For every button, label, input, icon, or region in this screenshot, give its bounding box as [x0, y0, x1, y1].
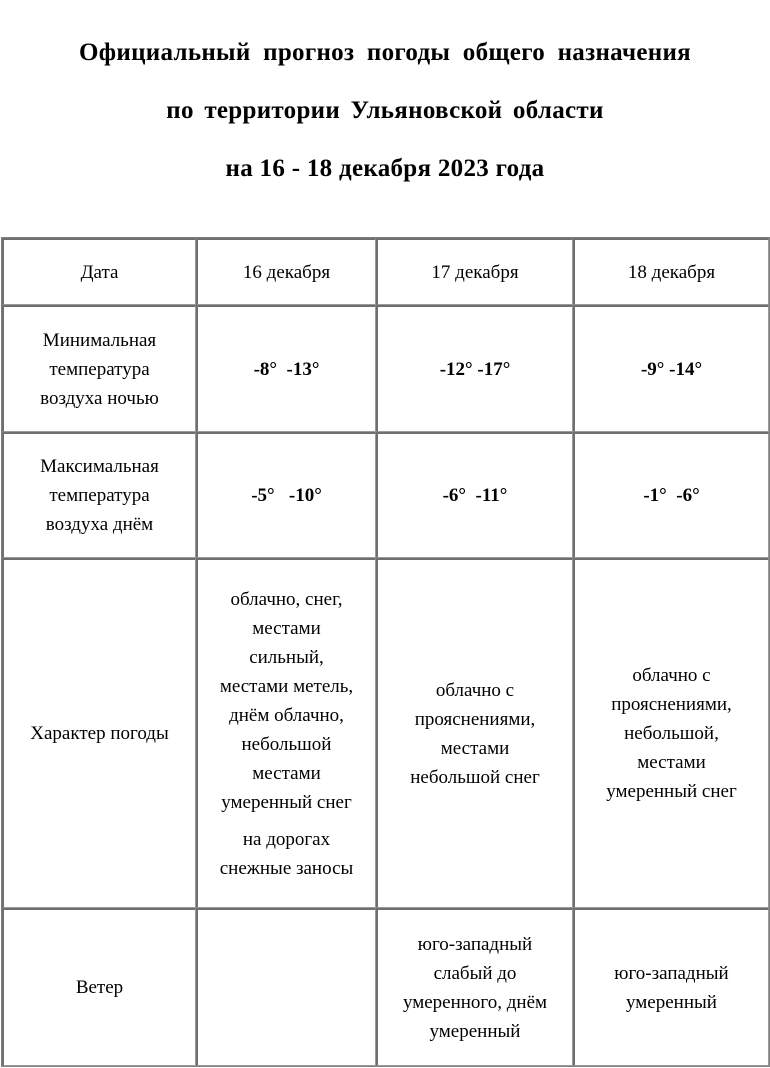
weather-18-line: небольшой, [624, 723, 719, 744]
weather-18-line: местами [637, 752, 706, 773]
header-row [2, 238, 769, 305]
max-temp-16: -5° -10° [196, 432, 376, 558]
day-header-17: 17 декабря [376, 238, 573, 305]
wind-label: Ветер [2, 908, 196, 1066]
wind-18-line: юго-западный [614, 962, 729, 984]
weather-label: Характер погоды [2, 558, 196, 908]
min-temp-18: -9° -14° [573, 305, 769, 432]
max-temp-label-line: температура [49, 485, 150, 506]
date-header-cell: Дата [2, 238, 196, 305]
min-temp-17: -12° -17° [376, 305, 573, 432]
max-temp-17: -6° -11° [376, 432, 573, 558]
min-temp-label-line: температура [49, 358, 150, 380]
wind-17-line: слабый до [433, 962, 517, 984]
weather-16-line: небольшой [241, 733, 332, 755]
forecast-table [1, 237, 770, 1067]
max-temp-label-line: воздуха днём [45, 514, 154, 535]
weather-18 [573, 558, 769, 908]
weather-17-line: облачно с [435, 679, 515, 701]
min-temp-label [2, 305, 196, 432]
max-temp-18: -1° -6° [573, 432, 769, 558]
max-temp-row [2, 432, 769, 558]
weather-16-road-note [200, 825, 373, 883]
weather-16-line: умеренный снег [221, 791, 352, 813]
wind-16 [196, 908, 376, 1066]
min-temp-label-line: воздуха ночью [40, 387, 159, 409]
title-line-2: по территории Ульяновской области [166, 97, 604, 124]
day-header-18: 18 декабря [573, 238, 769, 305]
weather-16-road-line: снежные заносы [219, 857, 354, 879]
wind-18-line: умеренный [626, 991, 717, 1013]
weather-16-line: местами [252, 762, 321, 784]
min-temp-row [2, 305, 769, 432]
title-line-1: Официальный прогноз погоды общего назначения [79, 39, 691, 66]
wind-18 [573, 908, 769, 1066]
weather-16-line: местами [252, 617, 321, 639]
wind-17-line: юго-западный [417, 933, 533, 955]
weather-16-line: местами метель, [219, 675, 354, 697]
weather-16-road-line: на дорогах [242, 828, 331, 850]
weather-row [2, 558, 769, 908]
weather-17-line: небольшой снег [410, 766, 540, 788]
weather-16 [196, 558, 376, 908]
wind-17 [376, 908, 573, 1066]
weather-17-line: местами [440, 737, 510, 759]
min-temp-label-line: Минимальная [42, 329, 157, 351]
weather-17-line: прояснениями, [414, 708, 536, 730]
wind-17-line: умеренный [429, 1020, 521, 1042]
weather-18-line: умеренный снег [606, 781, 737, 802]
weather-17 [376, 558, 573, 908]
weather-18-line: прояснениями, [611, 694, 732, 715]
day-header-16: 16 декабря [196, 238, 376, 305]
weather-16-line: облачно, снег, [230, 588, 343, 610]
max-temp-label [2, 432, 196, 558]
document-title [0, 24, 770, 198]
weather-18-line: облачно с [632, 665, 711, 686]
weather-16-line: днём облачно, [229, 704, 344, 726]
weather-16-line: сильный, [249, 646, 324, 668]
max-temp-label-line: Максимальная [40, 456, 159, 477]
wind-17-line: умеренного, днём [402, 991, 548, 1013]
min-temp-16: -8° -13° [196, 305, 376, 432]
wind-row [2, 908, 769, 1066]
title-line-3: на 16 - 18 декабря 2023 года [225, 155, 545, 182]
